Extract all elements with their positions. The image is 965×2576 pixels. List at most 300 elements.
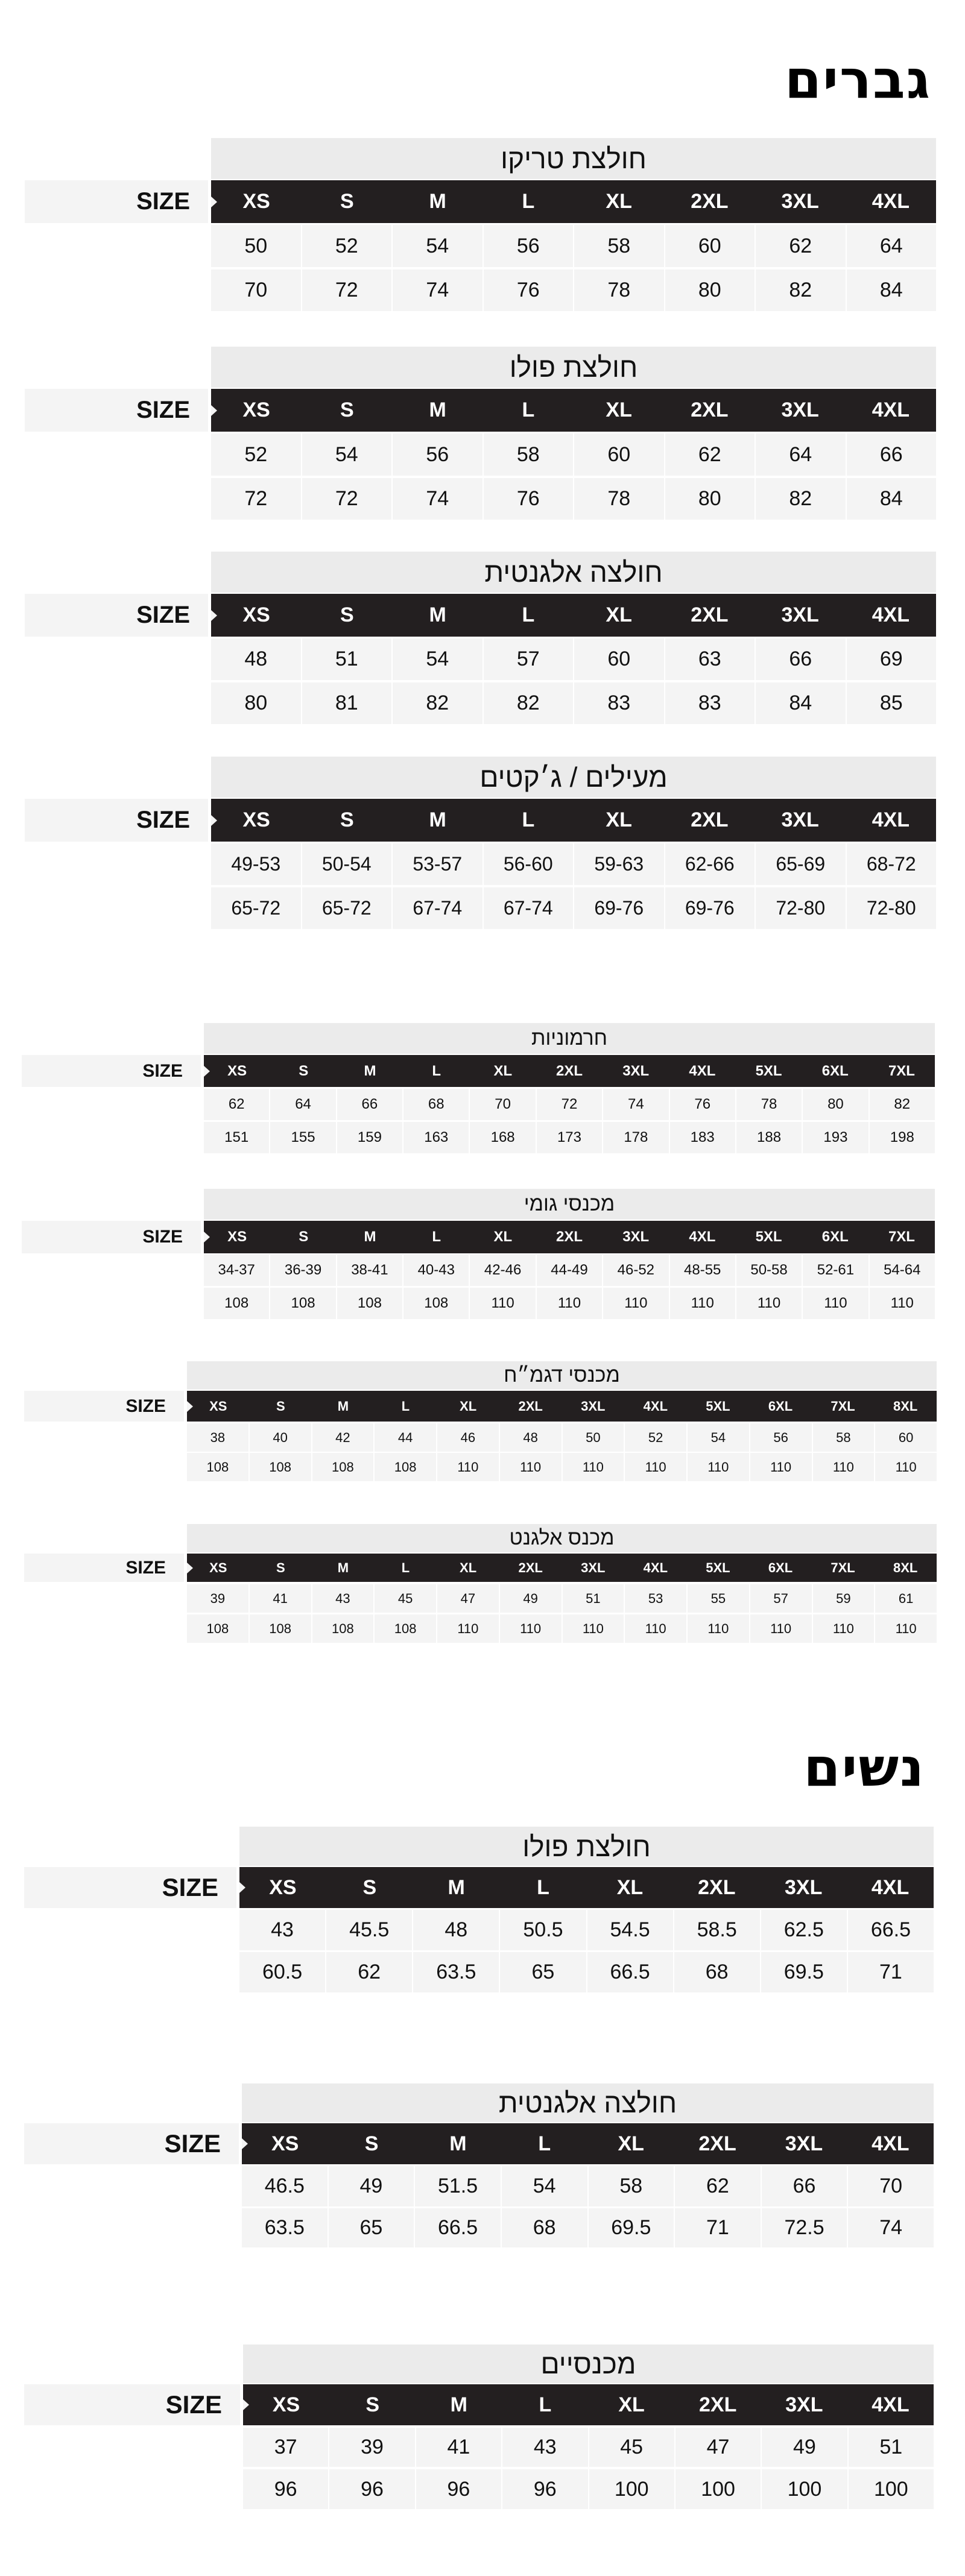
size-column-header: M bbox=[429, 808, 446, 831]
size-column-header: 4XL bbox=[689, 1229, 716, 1245]
size-column-header: S bbox=[276, 1398, 285, 1414]
measurement-value: 110 bbox=[686, 1614, 749, 1643]
measurement-value: 66.5 bbox=[586, 1952, 673, 1992]
size-column-header: 4XL bbox=[872, 603, 910, 626]
chart-title: חולצת טריקו bbox=[211, 138, 936, 179]
measurement-value: 110 bbox=[469, 1288, 535, 1319]
measurement-value: 53 bbox=[624, 1584, 686, 1613]
measurement-value: 110 bbox=[749, 1614, 812, 1643]
size-label: SIZE bbox=[24, 1391, 184, 1422]
measurement-value: 178 bbox=[602, 1122, 668, 1153]
size-label: SIZE bbox=[24, 2123, 239, 2164]
size-column-header: S bbox=[340, 808, 354, 831]
measurement-value: 74 bbox=[391, 478, 482, 520]
measurement-value: 108 bbox=[402, 1288, 469, 1319]
size-column-header: 3XL bbox=[785, 2393, 823, 2416]
size-column-header: 2XL bbox=[699, 2393, 737, 2416]
size-column-header: 5XL bbox=[706, 1560, 730, 1575]
measurement-value: 45 bbox=[373, 1584, 436, 1613]
measurement-value: 48 bbox=[244, 647, 268, 670]
measurement-value: 64 bbox=[269, 1089, 335, 1120]
measurement-value: 62-66 bbox=[664, 843, 755, 885]
measurement-value: 58.5 bbox=[673, 1910, 760, 1950]
size-header-row bbox=[204, 1221, 935, 1253]
measurement-value: 110 bbox=[624, 1453, 686, 1481]
measurement-value: 108 bbox=[206, 1620, 229, 1636]
measurement-value: 46 bbox=[436, 1423, 499, 1452]
measurement-value: 67-74 bbox=[482, 887, 574, 929]
measurement-value: 85 bbox=[846, 682, 937, 724]
size-label: SIZE bbox=[24, 1554, 184, 1582]
measurement-value: 110 bbox=[436, 1614, 499, 1643]
measurement-row bbox=[204, 1122, 935, 1153]
measurement-value: 50-58 bbox=[735, 1255, 802, 1286]
arrow-right-icon bbox=[211, 405, 217, 416]
size-column-header: M bbox=[337, 1560, 349, 1575]
size-column-header: 4XL bbox=[872, 2132, 910, 2155]
measurement-value: 110 bbox=[436, 1453, 499, 1481]
measurement-value: 72 bbox=[536, 1089, 602, 1120]
measurement-row bbox=[187, 1423, 937, 1452]
measurement-value: 66 bbox=[846, 433, 937, 476]
measurement-value: 108 bbox=[373, 1614, 436, 1643]
size-column-header: XS bbox=[209, 1560, 227, 1575]
size-column-header: 2XL bbox=[518, 1560, 543, 1575]
chart-title: חולצה אלגנטית bbox=[242, 2083, 934, 2122]
measurement-value: 48 bbox=[499, 1423, 562, 1452]
measurement-value: 108 bbox=[311, 1614, 374, 1643]
measurement-value: 41 bbox=[248, 1584, 311, 1613]
measurement-row bbox=[211, 433, 936, 476]
measurement-row bbox=[187, 1614, 937, 1643]
size-header-row bbox=[211, 180, 936, 223]
size-column-header: M bbox=[448, 1875, 465, 1899]
size-column-header: 7XL bbox=[888, 1229, 915, 1245]
measurement-row bbox=[242, 2208, 934, 2247]
size-column-header: L bbox=[432, 1229, 441, 1245]
measurement-value: 110 bbox=[562, 1453, 624, 1481]
chart-title: חולצת פולו bbox=[239, 1827, 934, 1866]
measurement-value: 45 bbox=[588, 2428, 674, 2467]
measurement-value: 110 bbox=[874, 1614, 937, 1643]
size-column-header: 2XL bbox=[556, 1062, 583, 1079]
measurement-value: 54 bbox=[391, 638, 482, 680]
measurement-value: 83 bbox=[664, 682, 755, 724]
arrow-right-icon bbox=[243, 2399, 249, 2410]
measurement-value: 42 bbox=[311, 1423, 374, 1452]
measurement-value: 82 bbox=[755, 269, 846, 311]
measurement-value: 38-41 bbox=[336, 1255, 402, 1286]
measurement-value: 83 bbox=[573, 682, 664, 724]
measurement-value: 54 bbox=[686, 1423, 749, 1452]
size-column-header: 4XL bbox=[689, 1062, 716, 1079]
measurement-value: 39 bbox=[210, 1590, 226, 1606]
measurement-value: 183 bbox=[669, 1122, 735, 1153]
measurement-value: 168 bbox=[469, 1122, 535, 1153]
measurement-value: 64 bbox=[755, 433, 846, 476]
size-column-header: 8XL bbox=[893, 1398, 918, 1414]
size-column-header: M bbox=[429, 190, 446, 213]
measurement-value: 52 bbox=[244, 442, 268, 466]
measurement-row bbox=[211, 843, 936, 885]
size-column-header: 3XL bbox=[781, 190, 819, 213]
measurement-value: 96 bbox=[328, 2469, 414, 2509]
measurement-value: 110 bbox=[868, 1288, 935, 1319]
measurement-value: 110 bbox=[536, 1288, 602, 1319]
measurement-value: 110 bbox=[812, 1614, 875, 1643]
measurement-value: 69.5 bbox=[760, 1952, 847, 1992]
size-column-header: 5XL bbox=[755, 1062, 782, 1079]
measurement-value: 47 bbox=[674, 2428, 761, 2467]
measurement-value: 63 bbox=[664, 638, 755, 680]
measurement-value: 68 bbox=[501, 2208, 587, 2247]
size-column-header: XS bbox=[242, 190, 270, 213]
measurement-value: 69 bbox=[846, 638, 937, 680]
arrow-right-icon bbox=[187, 1401, 193, 1412]
size-column-header: S bbox=[340, 398, 354, 421]
size-column-header: XL bbox=[493, 1062, 513, 1079]
measurement-value: 50 bbox=[562, 1423, 624, 1452]
size-column-header: 2XL bbox=[691, 603, 729, 626]
size-column-header: 4XL bbox=[872, 190, 910, 213]
measurement-value: 84 bbox=[755, 682, 846, 724]
measurement-value: 59-63 bbox=[573, 843, 664, 885]
measurement-row bbox=[211, 269, 936, 311]
measurement-value: 96 bbox=[274, 2477, 297, 2501]
arrow-right-icon bbox=[242, 2138, 248, 2149]
measurement-value: 54 bbox=[501, 2166, 587, 2206]
size-column-header: XL bbox=[460, 1398, 477, 1414]
size-column-header: 5XL bbox=[755, 1229, 782, 1245]
size-header-row bbox=[187, 1554, 937, 1582]
measurement-value: 108 bbox=[373, 1453, 436, 1481]
measurement-value: 78 bbox=[573, 269, 664, 311]
measurement-value: 61 bbox=[874, 1584, 937, 1613]
measurement-value: 110 bbox=[812, 1453, 875, 1481]
measurement-value: 56 bbox=[482, 225, 574, 267]
measurement-value: 37 bbox=[274, 2436, 297, 2458]
measurement-value: 108 bbox=[206, 1459, 229, 1475]
measurement-row bbox=[211, 887, 936, 929]
measurement-row bbox=[187, 1584, 937, 1613]
size-column-header: 2XL bbox=[698, 1875, 736, 1899]
measurement-value: 72 bbox=[301, 478, 392, 520]
measurement-value: 50.5 bbox=[499, 1910, 586, 1950]
measurement-value: 110 bbox=[735, 1288, 802, 1319]
size-column-header: 6XL bbox=[768, 1560, 793, 1575]
measurement-value: 63.5 bbox=[264, 2216, 305, 2239]
size-column-header: M bbox=[337, 1398, 349, 1414]
size-column-header: 3XL bbox=[781, 603, 819, 626]
measurement-value: 110 bbox=[602, 1288, 668, 1319]
measurement-row bbox=[211, 478, 936, 520]
measurement-value: 80 bbox=[802, 1089, 868, 1120]
size-column-header: L bbox=[538, 2132, 551, 2155]
measurement-value: 49-53 bbox=[231, 853, 281, 875]
size-label: SIZE bbox=[22, 1221, 201, 1253]
measurement-value: 81 bbox=[301, 682, 392, 724]
measurement-value: 44-49 bbox=[536, 1255, 602, 1286]
size-label: SIZE bbox=[24, 2384, 240, 2425]
measurement-row bbox=[211, 638, 936, 680]
measurement-row bbox=[239, 1952, 934, 1992]
measurement-value: 57 bbox=[482, 638, 574, 680]
measurement-value: 65-72 bbox=[231, 897, 281, 919]
measurement-value: 60.5 bbox=[262, 1960, 303, 1983]
measurement-value: 72-80 bbox=[846, 887, 937, 929]
measurement-value: 198 bbox=[868, 1122, 935, 1153]
measurement-row bbox=[211, 225, 936, 267]
size-column-header: L bbox=[401, 1560, 410, 1575]
measurement-value: 58 bbox=[812, 1423, 875, 1452]
measurement-value: 41 bbox=[415, 2428, 501, 2467]
size-column-header: L bbox=[522, 190, 535, 213]
measurement-value: 56 bbox=[749, 1423, 812, 1452]
size-column-header: 4XL bbox=[643, 1398, 668, 1414]
measurement-value: 43 bbox=[501, 2428, 587, 2467]
measurement-value: 71 bbox=[847, 1952, 934, 1992]
measurement-value: 68-72 bbox=[846, 843, 937, 885]
measurement-value: 65-72 bbox=[301, 887, 392, 929]
measurement-value: 52-61 bbox=[802, 1255, 868, 1286]
measurement-value: 49 bbox=[327, 2166, 414, 2206]
measurement-value: 173 bbox=[536, 1122, 602, 1153]
measurement-value: 82 bbox=[755, 478, 846, 520]
measurement-value: 110 bbox=[499, 1614, 562, 1643]
size-column-header: S bbox=[364, 2132, 379, 2155]
measurement-value: 84 bbox=[846, 269, 937, 311]
measurement-row bbox=[204, 1089, 935, 1120]
size-header-row bbox=[211, 594, 936, 637]
measurement-value: 80 bbox=[664, 478, 755, 520]
size-column-header: XL bbox=[606, 398, 632, 421]
measurement-value: 62 bbox=[755, 225, 846, 267]
size-column-header: 6XL bbox=[821, 1229, 849, 1245]
size-column-header: S bbox=[299, 1229, 309, 1245]
size-column-header: M bbox=[364, 1062, 376, 1079]
size-label: SIZE bbox=[25, 389, 208, 432]
size-column-header: XS bbox=[269, 1875, 297, 1899]
measurement-value: 108 bbox=[248, 1614, 311, 1643]
measurement-value: 71 bbox=[674, 2208, 761, 2247]
size-column-header: XL bbox=[618, 2393, 645, 2416]
measurement-value: 50-54 bbox=[301, 843, 392, 885]
measurement-value: 70 bbox=[847, 2166, 934, 2206]
measurement-value: 66.5 bbox=[847, 1910, 934, 1950]
measurement-value: 42-46 bbox=[469, 1255, 535, 1286]
measurement-value: 68 bbox=[402, 1089, 469, 1120]
arrow-right-icon bbox=[211, 815, 217, 826]
size-column-header: 4XL bbox=[872, 808, 910, 831]
measurement-value: 110 bbox=[802, 1288, 868, 1319]
arrow-right-icon bbox=[239, 1882, 245, 1893]
measurement-value: 108 bbox=[336, 1288, 402, 1319]
measurement-value: 72 bbox=[301, 269, 392, 311]
size-column-header: XS bbox=[227, 1229, 247, 1245]
measurement-value: 40 bbox=[248, 1423, 311, 1452]
section-title-men: גברים bbox=[784, 48, 931, 110]
measurement-value: 100 bbox=[674, 2469, 761, 2509]
size-column-header: 4XL bbox=[872, 398, 910, 421]
measurement-value: 65 bbox=[499, 1952, 586, 1992]
measurement-value: 163 bbox=[402, 1122, 469, 1153]
size-label: SIZE bbox=[25, 594, 208, 637]
measurement-value: 151 bbox=[224, 1129, 249, 1145]
size-column-header: XL bbox=[606, 808, 632, 831]
size-column-header: L bbox=[401, 1398, 410, 1414]
measurement-value: 69-76 bbox=[664, 887, 755, 929]
size-column-header: 8XL bbox=[893, 1560, 918, 1575]
measurement-value: 62.5 bbox=[760, 1910, 847, 1950]
chart-title: מכנסי גומי bbox=[204, 1189, 935, 1220]
chart-title: מכנסיים bbox=[243, 2345, 934, 2383]
measurement-value: 46.5 bbox=[264, 2174, 305, 2197]
size-column-header: 3XL bbox=[781, 808, 819, 831]
size-column-header: 7XL bbox=[831, 1560, 855, 1575]
measurement-value: 78 bbox=[735, 1089, 802, 1120]
measurement-value: 76 bbox=[482, 269, 574, 311]
size-column-header: L bbox=[537, 1875, 549, 1899]
measurement-value: 100 bbox=[761, 2469, 847, 2509]
size-column-header: XS bbox=[242, 603, 270, 626]
measurement-value: 74 bbox=[847, 2208, 934, 2247]
size-header-row bbox=[204, 1055, 935, 1087]
size-column-header: 2XL bbox=[691, 398, 729, 421]
measurement-value: 43 bbox=[311, 1584, 374, 1613]
size-column-header: S bbox=[365, 2393, 380, 2416]
size-column-header: XS bbox=[242, 398, 270, 421]
measurement-value: 48-55 bbox=[669, 1255, 735, 1286]
size-column-header: S bbox=[299, 1062, 309, 1079]
measurement-value: 72-80 bbox=[755, 887, 846, 929]
measurement-value: 76 bbox=[669, 1089, 735, 1120]
size-column-header: M bbox=[364, 1229, 376, 1245]
measurement-value: 70 bbox=[244, 279, 268, 301]
measurement-value: 54.5 bbox=[586, 1910, 673, 1950]
measurement-value: 69-76 bbox=[573, 887, 664, 929]
measurement-value: 39 bbox=[328, 2428, 414, 2467]
measurement-value: 108 bbox=[311, 1453, 374, 1481]
size-column-header: 4XL bbox=[872, 2393, 910, 2416]
measurement-value: 36-39 bbox=[269, 1255, 335, 1286]
measurement-value: 108 bbox=[248, 1453, 311, 1481]
size-column-header: XL bbox=[460, 1560, 477, 1575]
measurement-value: 58 bbox=[482, 433, 574, 476]
measurement-value: 51.5 bbox=[414, 2166, 501, 2206]
measurement-value: 65 bbox=[327, 2208, 414, 2247]
measurement-value: 82 bbox=[391, 682, 482, 724]
size-column-header: S bbox=[340, 190, 354, 213]
size-column-header: XS bbox=[242, 808, 270, 831]
measurement-value: 110 bbox=[686, 1453, 749, 1481]
measurement-value: 69.5 bbox=[587, 2208, 674, 2247]
size-column-header: 3XL bbox=[785, 2132, 823, 2155]
measurement-value: 159 bbox=[336, 1122, 402, 1153]
measurement-value: 100 bbox=[588, 2469, 674, 2509]
measurement-value: 52 bbox=[301, 225, 392, 267]
measurement-value: 52 bbox=[624, 1423, 686, 1452]
measurement-value: 54 bbox=[391, 225, 482, 267]
measurement-value: 58 bbox=[587, 2166, 674, 2206]
measurement-value: 64 bbox=[846, 225, 937, 267]
size-column-header: L bbox=[522, 603, 535, 626]
measurement-value: 110 bbox=[749, 1453, 812, 1481]
measurement-value: 56-60 bbox=[482, 843, 574, 885]
measurement-value: 66.5 bbox=[414, 2208, 501, 2247]
size-column-header: XS bbox=[272, 2393, 300, 2416]
size-column-header: M bbox=[429, 398, 446, 421]
size-column-header: 4XL bbox=[643, 1560, 668, 1575]
measurement-value: 53-57 bbox=[391, 843, 482, 885]
measurement-value: 82 bbox=[868, 1089, 935, 1120]
size-label: SIZE bbox=[25, 180, 208, 223]
measurement-value: 45.5 bbox=[325, 1910, 412, 1950]
measurement-row bbox=[243, 2428, 934, 2467]
measurement-value: 84 bbox=[846, 478, 937, 520]
chart-title: מכנסי דגמ״ח bbox=[187, 1361, 937, 1390]
measurement-value: 110 bbox=[562, 1614, 624, 1643]
measurement-value: 74 bbox=[391, 269, 482, 311]
measurement-value: 51 bbox=[301, 638, 392, 680]
chart-title: מכנס אלגנט bbox=[187, 1524, 937, 1552]
size-header-row bbox=[187, 1391, 937, 1422]
measurement-value: 80 bbox=[244, 691, 268, 714]
size-column-header: 3XL bbox=[622, 1229, 650, 1245]
size-column-header: 3XL bbox=[622, 1062, 650, 1079]
size-column-header: 2XL bbox=[556, 1229, 583, 1245]
measurement-value: 38 bbox=[210, 1429, 226, 1445]
arrow-right-icon bbox=[187, 1563, 193, 1573]
size-column-header: XL bbox=[618, 2132, 644, 2155]
size-label: SIZE bbox=[25, 799, 208, 842]
measurement-value: 188 bbox=[735, 1122, 802, 1153]
measurement-value: 68 bbox=[673, 1952, 760, 1992]
size-column-header: 3XL bbox=[781, 398, 819, 421]
size-column-header: XL bbox=[493, 1229, 513, 1245]
size-column-header: L bbox=[432, 1062, 441, 1079]
measurement-value: 76 bbox=[482, 478, 574, 520]
measurement-value: 66 bbox=[755, 638, 846, 680]
size-column-header: XS bbox=[209, 1398, 227, 1414]
measurement-value: 34-37 bbox=[218, 1262, 255, 1278]
measurement-value: 62 bbox=[228, 1096, 245, 1112]
measurement-row bbox=[187, 1453, 937, 1481]
section-title-women: נשים bbox=[803, 1736, 925, 1798]
size-column-header: S bbox=[340, 603, 354, 626]
size-column-header: 2XL bbox=[691, 808, 729, 831]
measurement-value: 96 bbox=[415, 2469, 501, 2509]
measurement-value: 96 bbox=[501, 2469, 587, 2509]
measurement-value: 62 bbox=[664, 433, 755, 476]
size-column-header: 2XL bbox=[518, 1398, 543, 1414]
size-column-header: S bbox=[276, 1560, 285, 1575]
measurement-value: 58 bbox=[573, 225, 664, 267]
measurement-value: 110 bbox=[669, 1288, 735, 1319]
measurement-row bbox=[239, 1910, 934, 1950]
size-header-row bbox=[242, 2123, 934, 2164]
size-column-header: S bbox=[362, 1875, 377, 1899]
measurement-value: 56 bbox=[391, 433, 482, 476]
measurement-value: 108 bbox=[269, 1288, 335, 1319]
measurement-value: 62 bbox=[325, 1952, 412, 1992]
measurement-value: 70 bbox=[469, 1089, 535, 1120]
size-column-header: XL bbox=[616, 1875, 644, 1899]
size-column-header: 7XL bbox=[888, 1062, 915, 1079]
size-column-header: 3XL bbox=[581, 1398, 606, 1414]
chart-title: חולצת פולו bbox=[211, 347, 936, 388]
measurement-value: 47 bbox=[436, 1584, 499, 1613]
measurement-value: 59 bbox=[812, 1584, 875, 1613]
